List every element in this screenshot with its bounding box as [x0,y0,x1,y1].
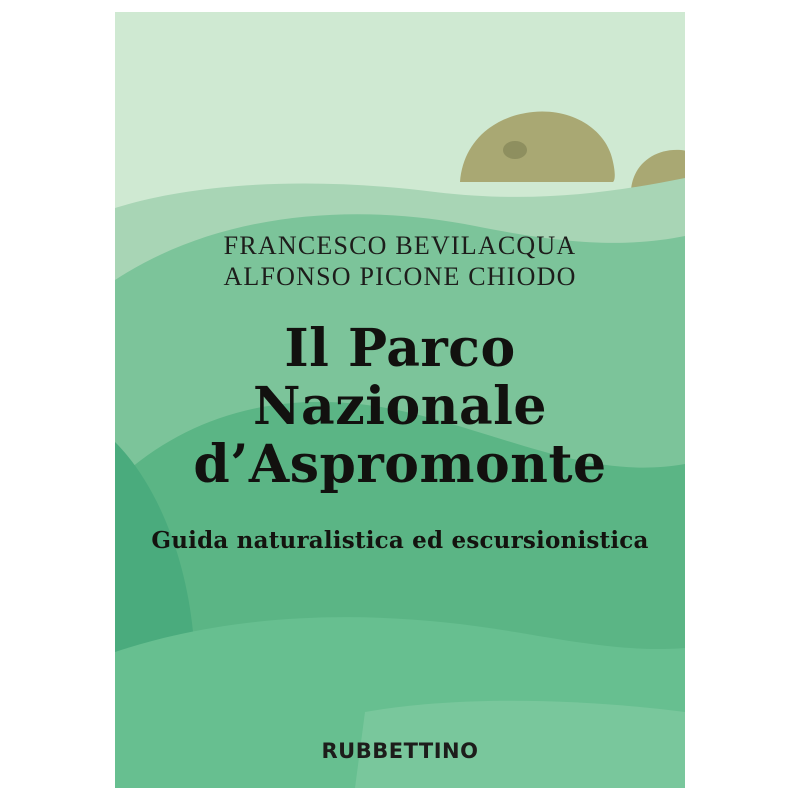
book-title-line-2: Nazionale [252,376,548,437]
author-name-2: ALFONSO PICONE CHIODO [223,262,577,291]
author-names [115,230,685,292]
publisher-logo: RUBBETTINO [321,739,479,763]
book-title-line-1: Il Parco [284,318,516,379]
book-title-line-3: d’Aspromonte [193,434,607,495]
cover-text-block [115,12,685,788]
book-subtitle: Guida naturalistica ed escursionistica [151,527,649,554]
book-title [115,320,685,494]
book-cover [115,12,685,788]
author-name-1: FRANCESCO BEVILACQUA [223,231,577,260]
